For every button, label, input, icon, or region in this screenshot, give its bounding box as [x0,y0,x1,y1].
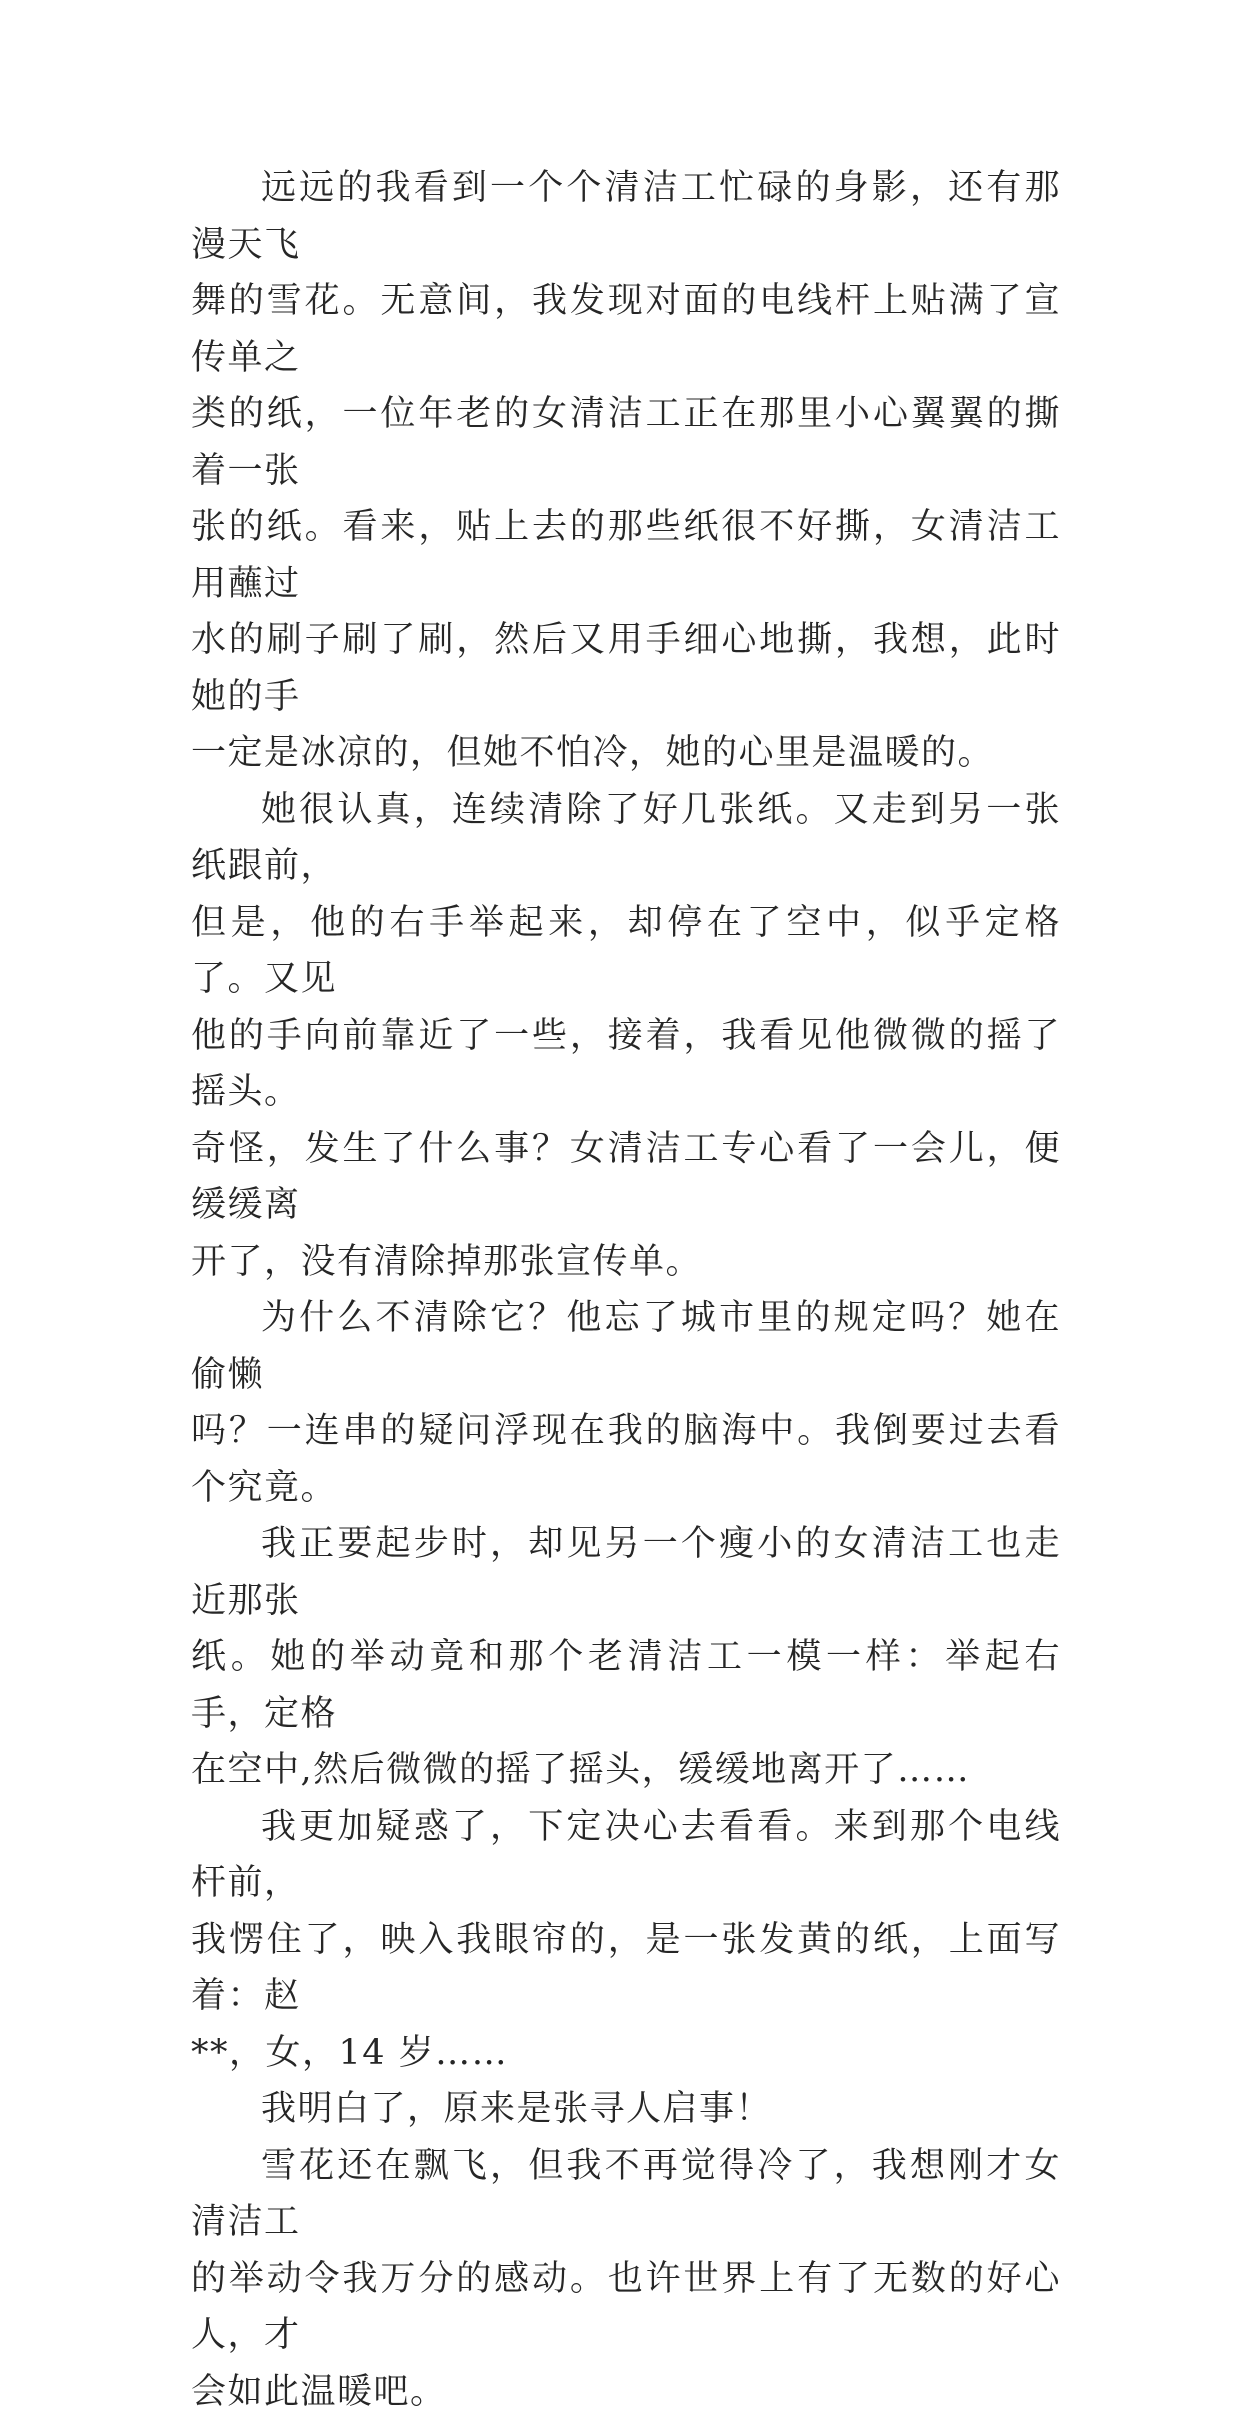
paragraph: 我明白了，原来是张寻人启事！ [191,2081,1061,2138]
paragraph: 远远的我看到一个个清洁工忙碌的身影，还有那漫天飞 舞的雪花。无意间，我发现对面的电线杆上贴满了宣传单之 类的纸，一位年老的女清洁工正在那里小心翼翼的撕着一张 张的纸。看来，贴上去的那些纸很不好撕，女清洁工用蘸过 水的刷子刷了刷，然后又用手细心地撕，我想，此时她的手 一定是冰凉的，但她不怕冷，她的心里是温暖的。 [191,160,1061,782]
paragraph: 她很认真，连续清除了好几张纸。又走到另一张纸跟前， 但是，他的右手举起来，却停在了空中，似乎定格了。又见 他的手向前靠近了一些，接着，我看见他微微的摇了摇头。 奇怪，发生了什么事？女清洁工专心看了一会儿，便缓缓离 开了，没有清除掉那张宣传单。 [191,782,1061,1291]
paragraph: 雪花还在飘飞，但我不再觉得冷了，我想刚才女清洁工 的举动令我万分的感动。也许世界上有了无数的好心人，才 会如此温暖吧。 [191,2138,1061,2420]
paragraph: 我正要起步时，却见另一个瘦小的女清洁工也走近那张 纸。她的举动竟和那个老清洁工一模一样：举起右手，定格 在空中,然后微微的摇了摇头，缓缓地离开了…… [191,1516,1061,1799]
paragraph: 为什么不清除它？他忘了城市里的规定吗？她在偷懒 吗？一连串的疑问浮现在我的脑海中。我倒要过去看个究竟。 [191,1290,1061,1516]
paragraph: 我更加疑惑了，下定决心去看看。来到那个电线杆前， 我愣住了，映入我眼帘的，是一张发黄的纸，上面写着：赵 **，女，14 岁…… [191,1799,1061,2082]
body-text [191,160,1061,2420]
